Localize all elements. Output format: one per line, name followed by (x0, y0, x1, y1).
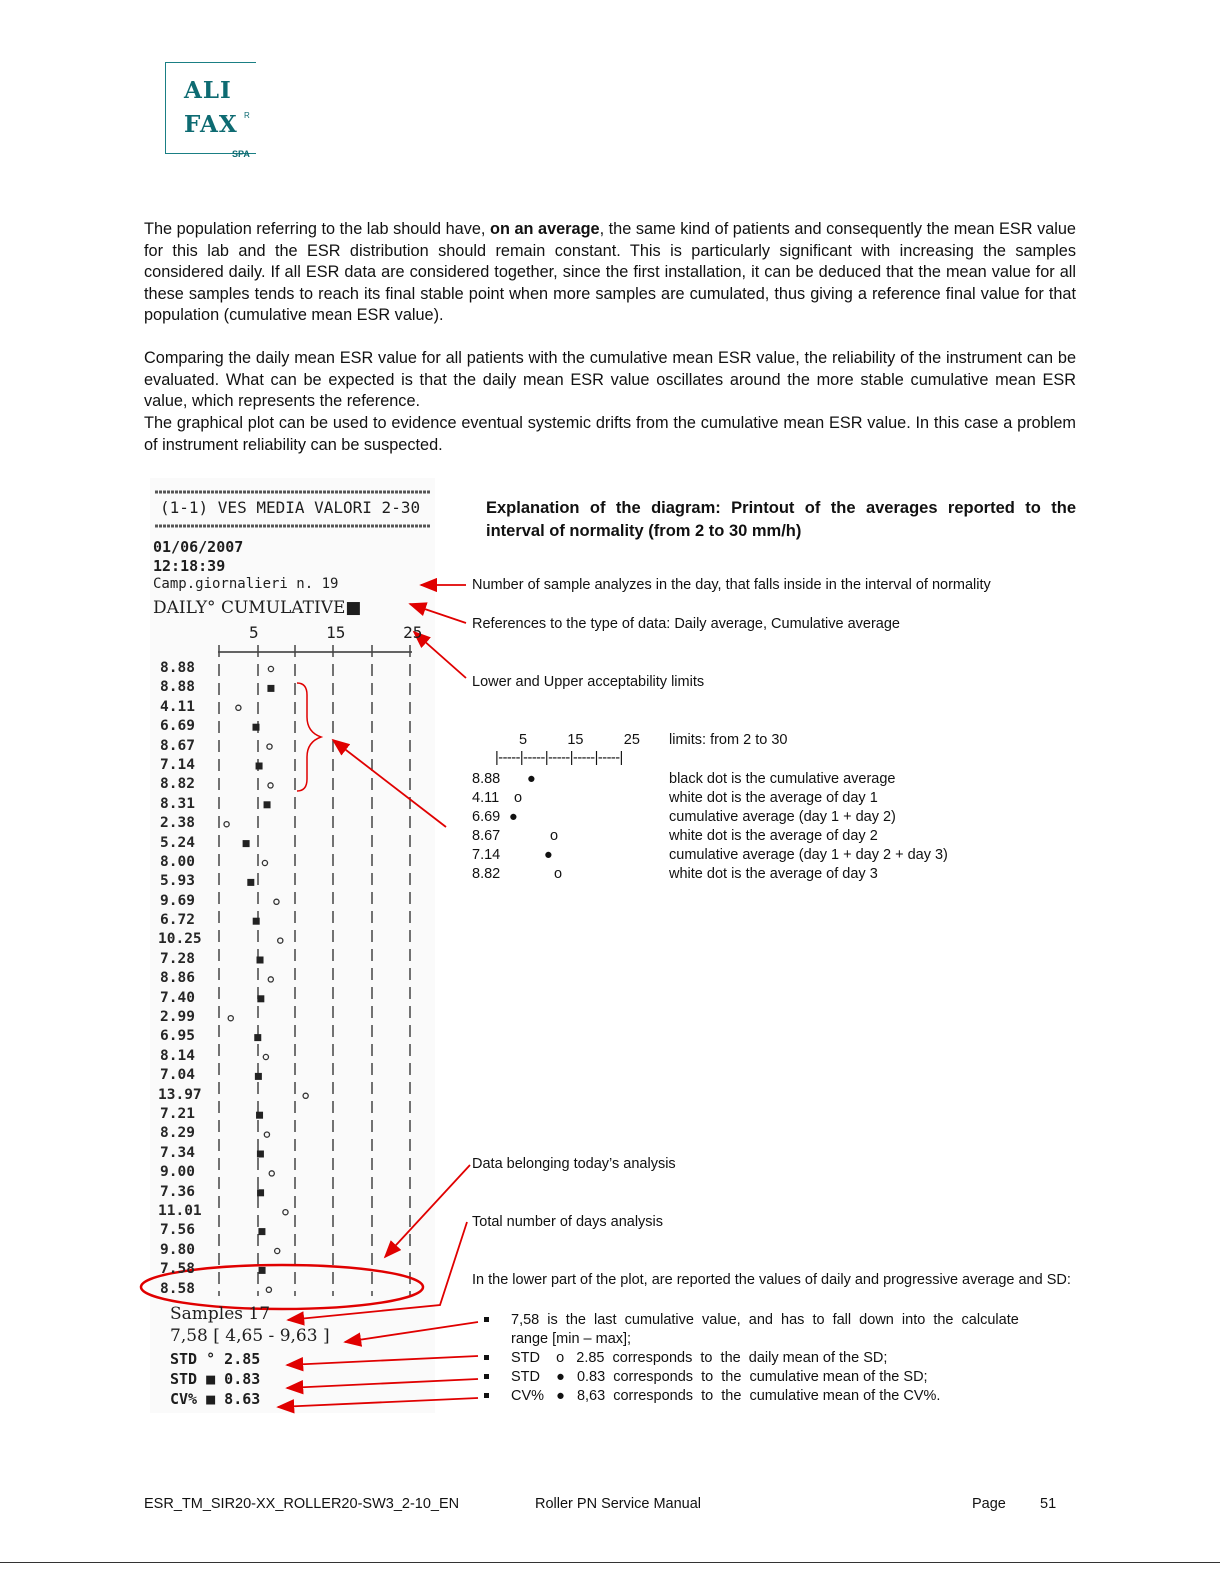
printout-value: 7.40 (160, 989, 195, 1006)
daily-average-dot (264, 1132, 269, 1137)
example-row-value: 6.69 (472, 809, 501, 825)
annotation-today: Data belonging today’s analysis (472, 1156, 676, 1172)
p1-text-after: , the same kind of patients and consequently the mean ESR value for this lab and the ESR distribution should remain constant. This is particularly significant with increasing the samples considered daily. If all ESR data are considered together, since the first installation, it can be deduced that the mean value for all these samples tends to reach its final stable point when more samples are cumulated, thus giving a reference final value for that population (cumulative mean ESR value). (144, 220, 1076, 324)
example-axis: |-----|-----|-----|-----|-----| (495, 750, 623, 766)
logo-line1: ALI (184, 77, 232, 104)
cumulative-average-square (257, 1189, 264, 1196)
example-row-mark: o (554, 866, 563, 882)
printout-scale: 5 15 25 (249, 623, 423, 642)
printout-value: 10.25 (158, 931, 202, 948)
bottom-rule (0, 1562, 1220, 1563)
printout-samples: Samples 17 (170, 1304, 271, 1324)
cumulative-average-square (253, 918, 260, 925)
printout-value: 7.58 (160, 1261, 195, 1278)
printout-std-cumulative: STD ■ 0.83 (170, 1370, 261, 1388)
printout-value: 7.56 (160, 1222, 195, 1239)
daily-average-dot (267, 744, 272, 749)
printout-value: 6.95 (160, 1028, 195, 1045)
printout-std-daily: STD ° 2.85 (170, 1350, 261, 1368)
daily-average-dot (283, 1210, 288, 1215)
explanation-title: Explanation of the diagram: Printout of the averages reported to the interval of normality (from 2 to 30 mm/h) (486, 499, 1076, 540)
printout-value: 9.00 (160, 1164, 195, 1181)
printout-values (160, 659, 202, 1299)
example-row-mark: ● (544, 847, 553, 863)
daily-average-dot (274, 899, 279, 904)
lower-description: In the lower part of the plot, are reported the values of daily and progressive average and SD: (472, 1272, 1071, 1288)
daily-average-dot (224, 822, 229, 827)
printout-value: 7.14 (160, 756, 195, 773)
p1-bold: on an average (490, 220, 600, 238)
printout-value: 7.28 (160, 950, 195, 967)
bullet-marker (484, 1393, 489, 1398)
cumulative-average-square (264, 801, 271, 808)
example-row-desc: cumulative average (day 1 + day 2 + day 3) (669, 847, 948, 863)
daily-average-dot (266, 1287, 271, 1292)
example-row-desc: white dot is the average of day 1 (669, 790, 878, 806)
daily-average-dot (268, 783, 273, 788)
example-row-desc: cumulative average (day 1 + day 2) (669, 809, 896, 825)
example-row-desc: white dot is the average of day 3 (669, 866, 878, 882)
cumulative-average-square (257, 1151, 264, 1158)
daily-average-dot (262, 860, 267, 865)
comparison-paragraph: Comparing the daily mean ESR value for all patients with the cumulative mean ESR value, the reliability of the instrument can be evaluated. What can be expected is that the daily mean ESR value oscillates around the more stable cumulative mean ESR value, which represents the reference. (144, 349, 1076, 410)
example-row-desc: white dot is the average of day 2 (669, 828, 878, 844)
cumulative-average-square (267, 685, 274, 692)
bullet-text: STD ● 0.83 corresponds to the cumulative mean of the SD; (511, 1369, 928, 1385)
printout-value: 8.00 (160, 853, 195, 870)
bullet-marker (484, 1374, 489, 1379)
daily-average-dot (268, 666, 273, 671)
printout-time: 12:18:39 (153, 557, 226, 575)
cumulative-average-square (247, 879, 254, 886)
bullet-text: CV% ● 8,63 corresponds to the cumulative mean of the CV%. (511, 1388, 941, 1404)
bullet-text: range [min – max]; (511, 1331, 632, 1347)
footer-page-label: Page (972, 1496, 1006, 1512)
bullet-text: 7,58 is the last cumulative value, and has to fall down into the calculate (511, 1312, 1019, 1328)
printout-value: 13.97 (158, 1086, 202, 1103)
example-row-value: 8.88 (472, 771, 501, 787)
printout-value: 6.69 (160, 718, 195, 735)
daily-average-dot (263, 1054, 268, 1059)
printout-value: 9.69 (160, 892, 195, 909)
daily-average-dot (268, 977, 273, 982)
printout-value: 8.58 (160, 1280, 195, 1297)
printout-value: 2.99 (160, 1009, 195, 1026)
example-row-mark: ● (527, 771, 536, 787)
printout-value: 11.01 (158, 1202, 202, 1219)
printout-value: 6.72 (160, 912, 195, 929)
printout-value: 2.38 (160, 815, 195, 832)
printout-value: 9.80 (160, 1241, 195, 1258)
daily-average-dot (236, 705, 241, 710)
printout-type-label: DAILY° CUMULATIVE■ (153, 598, 362, 618)
example-row-mark: o (514, 790, 523, 806)
daily-average-dot (269, 1171, 274, 1176)
annotation-samples-count: Number of sample analyzes in the day, that falls inside in the interval of normality (472, 577, 991, 593)
bullet-marker (484, 1317, 489, 1322)
cumulative-average-square (256, 1112, 263, 1119)
cumulative-average-square (259, 1267, 266, 1274)
example-row-value: 7.14 (472, 847, 501, 863)
printout-date: 01/06/2007 (153, 538, 244, 556)
bullet-marker (484, 1355, 489, 1360)
printout-daily-count: Camp.giornalieri n. 19 (153, 576, 339, 592)
printout-value: 7.34 (160, 1144, 195, 1161)
printout-value: 7.04 (160, 1067, 195, 1084)
example-row-mark: ● (509, 809, 518, 825)
printout-value: 7.21 (160, 1105, 195, 1122)
example-row-value: 8.82 (472, 866, 501, 882)
bullet-text: STD o 2.85 corresponds to the daily mean of the SD; (511, 1350, 888, 1366)
printout-range: 7,58 [ 4,65 - 9,63 ] (170, 1326, 330, 1346)
printout-value: 8.31 (160, 795, 195, 812)
printout-value: 8.67 (160, 737, 195, 754)
example-scale: 5 15 25 (519, 732, 640, 748)
cumulative-average-square (243, 840, 250, 847)
example-row-desc: black dot is the cumulative average (669, 771, 896, 787)
cumulative-average-square (257, 995, 264, 1002)
printout-value: 8.14 (160, 1047, 195, 1064)
example-row-value: 8.67 (472, 828, 501, 844)
annotation-limits: Lower and Upper acceptability limits (472, 674, 705, 690)
cumulative-average-square (254, 1034, 261, 1041)
example-limits: limits: from 2 to 30 (669, 732, 788, 748)
annotation-data-type: References to the type of data: Daily average, Cumulative average (472, 616, 900, 632)
daily-average-dot (278, 938, 283, 943)
printout-value: 5.24 (160, 834, 195, 851)
example-row-mark: o (550, 828, 559, 844)
drift-paragraph: The graphical plot can be used to evidence eventual systemic drifts from the cumulative mean ESR value. In this case a problem of instrument reliability can be suspected. (144, 414, 1076, 454)
logo-spa: SPA (232, 149, 250, 159)
cumulative-average-square (255, 1073, 262, 1080)
footer-title: Roller PN Service Manual (535, 1496, 702, 1512)
footer-page-number: 51 (1040, 1496, 1057, 1512)
p1-text: The population referring to the lab should have, (144, 220, 491, 238)
cumulative-average-square (257, 957, 264, 964)
printout-value: 8.88 (160, 660, 195, 676)
printout-header: (1-1) VES MEDIA VALORI 2-30 (160, 498, 421, 517)
daily-average-dot (303, 1093, 308, 1098)
logo-line2: FAX (184, 111, 238, 138)
example-row-value: 4.11 (472, 790, 500, 806)
logo-registered: R (244, 111, 250, 120)
annotation-total-days: Total number of days analysis (472, 1214, 664, 1230)
cumulative-average-square (258, 1228, 265, 1235)
printout-cv: CV% ■ 8.63 (170, 1390, 261, 1408)
daily-average-dot (275, 1248, 280, 1253)
printout-value: 8.88 (160, 679, 195, 696)
footer-code: ESR_TM_SIR20-XX_ROLLER20-SW3_2-10_EN (144, 1496, 460, 1512)
cumulative-average-square (252, 724, 259, 731)
printout-value: 4.11 (160, 698, 195, 715)
printout-value: 8.86 (160, 970, 195, 987)
printout-value: 7.36 (160, 1183, 195, 1200)
printout-value: 8.82 (160, 776, 195, 793)
daily-average-dot (228, 1016, 233, 1021)
cumulative-average-square (256, 763, 263, 770)
printout-value: 8.29 (160, 1125, 195, 1142)
printout-value: 5.93 (160, 873, 195, 890)
